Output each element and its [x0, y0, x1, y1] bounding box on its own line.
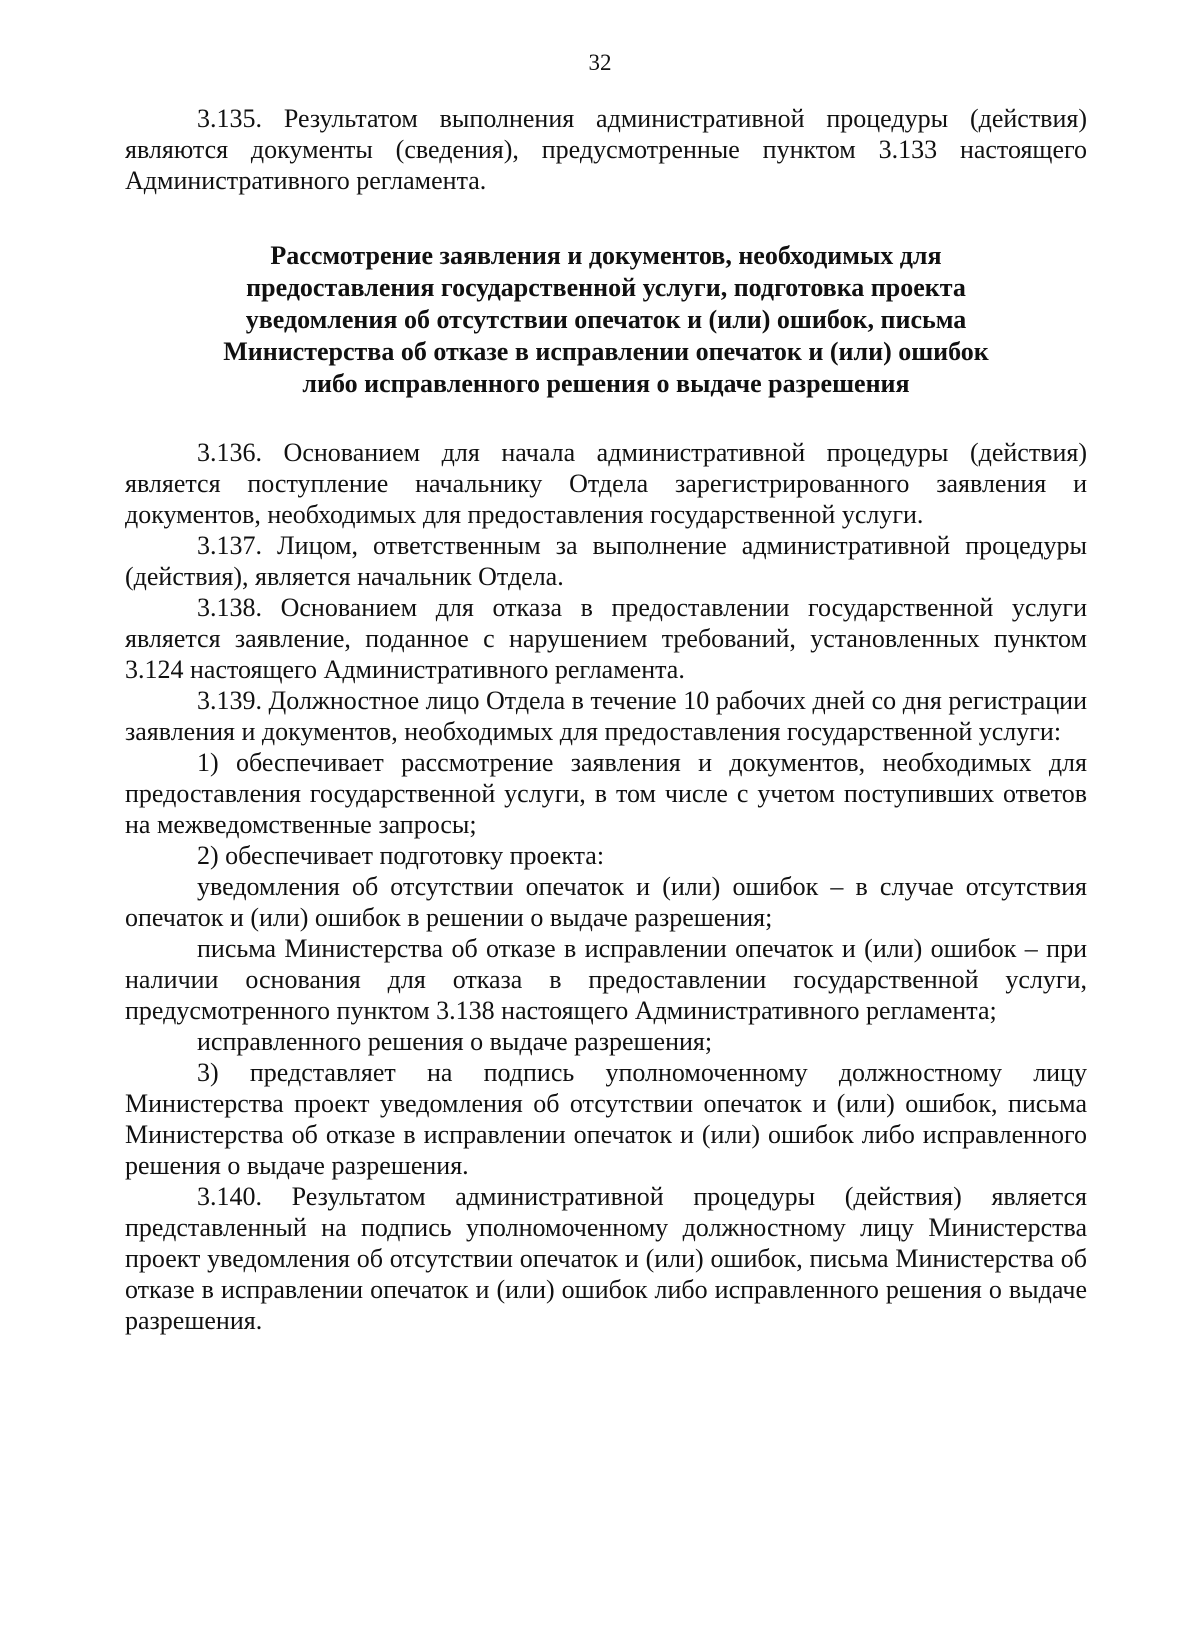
- section-heading-line: предоставления государственной услуги, подготовка проекта: [246, 273, 966, 302]
- list-item-2: 2) обеспечивает подготовку проекта:: [197, 841, 605, 870]
- list-subitem-refusal-letter: письма Министерства об отказе в исправлении опечаток и (или) ошибок – при наличии основания для отказа в предоставлении государственной услуги, предусмотренного пунктом 3.138 настоящего Административного регламента;: [125, 934, 1087, 1025]
- document-body: [125, 103, 1087, 1336]
- paragraph-3-139: 3.139. Должностное лицо Отдела в течение 10 рабочих дней со дня регистрации заявления и документов, необходимых для предоставления государственной услуги:: [125, 686, 1087, 746]
- paragraph-3-140: 3.140. Результатом административной процедуры (действия) является представленный на подпись уполномоченному должностному лицу Министерства проект уведомления об отсутствии опечаток и (или) ошибок, письма Министерства об отказе в исправлении опечаток и (или) ошибок либо исправленного решения о выдаче разрешения.: [125, 1182, 1087, 1335]
- paragraph-3-135: 3.135. Результатом выполнения административной процедуры (действия) являются документы (сведения), предусмотренные пунктом 3.133 настоящего Административного регламента.: [125, 104, 1087, 195]
- list-subitem-corrected-decision: исправленного решения о выдаче разрешения;: [197, 1027, 713, 1056]
- list-subitem-notification: уведомления об отсутствии опечаток и (или) ошибок – в случае отсутствия опечаток и (или) ошибок в решении о выдаче разрешения;: [125, 872, 1087, 932]
- section-heading-line: уведомления об отсутствии опечаток и (или) ошибок, письма: [245, 305, 967, 334]
- section-heading: [125, 240, 1087, 400]
- paragraph-3-137: 3.137. Лицом, ответственным за выполнение административной процедуры (действия), является начальник Отдела.: [125, 531, 1087, 591]
- paragraph-3-136: 3.136. Основанием для начала административной процедуры (действия) является поступление начальнику Отдела зарегистрированного заявления и документов, необходимых для предоставления государственной услуги.: [125, 438, 1087, 529]
- page-number: 32: [588, 50, 612, 75]
- list-item-1: 1) обеспечивает рассмотрение заявления и документов, необходимых для предоставления государственной услуги, в том числе с учетом поступивших ответов на межведомственные запросы;: [125, 748, 1087, 839]
- section-heading-line: либо исправленного решения о выдаче разрешения: [302, 369, 910, 398]
- paragraph-3-138: 3.138. Основанием для отказа в предоставлении государственной услуги является заявление, поданное с нарушением требований, установленных пунктом 3.124 настоящего Административного регламента.: [125, 593, 1087, 684]
- section-heading-line: Рассмотрение заявления и документов, необходимых для: [270, 241, 942, 270]
- section-heading-line: Министерства об отказе в исправлении опечаток и (или) ошибок: [223, 337, 989, 366]
- list-item-3: 3) представляет на подпись уполномоченному должностному лицу Министерства проект уведомления об отсутствии опечаток и (или) ошибок, письма Министерства об отказе в исправлении опечаток и (или) ошибок либо исправленного решения о выдаче разрешения.: [125, 1058, 1087, 1180]
